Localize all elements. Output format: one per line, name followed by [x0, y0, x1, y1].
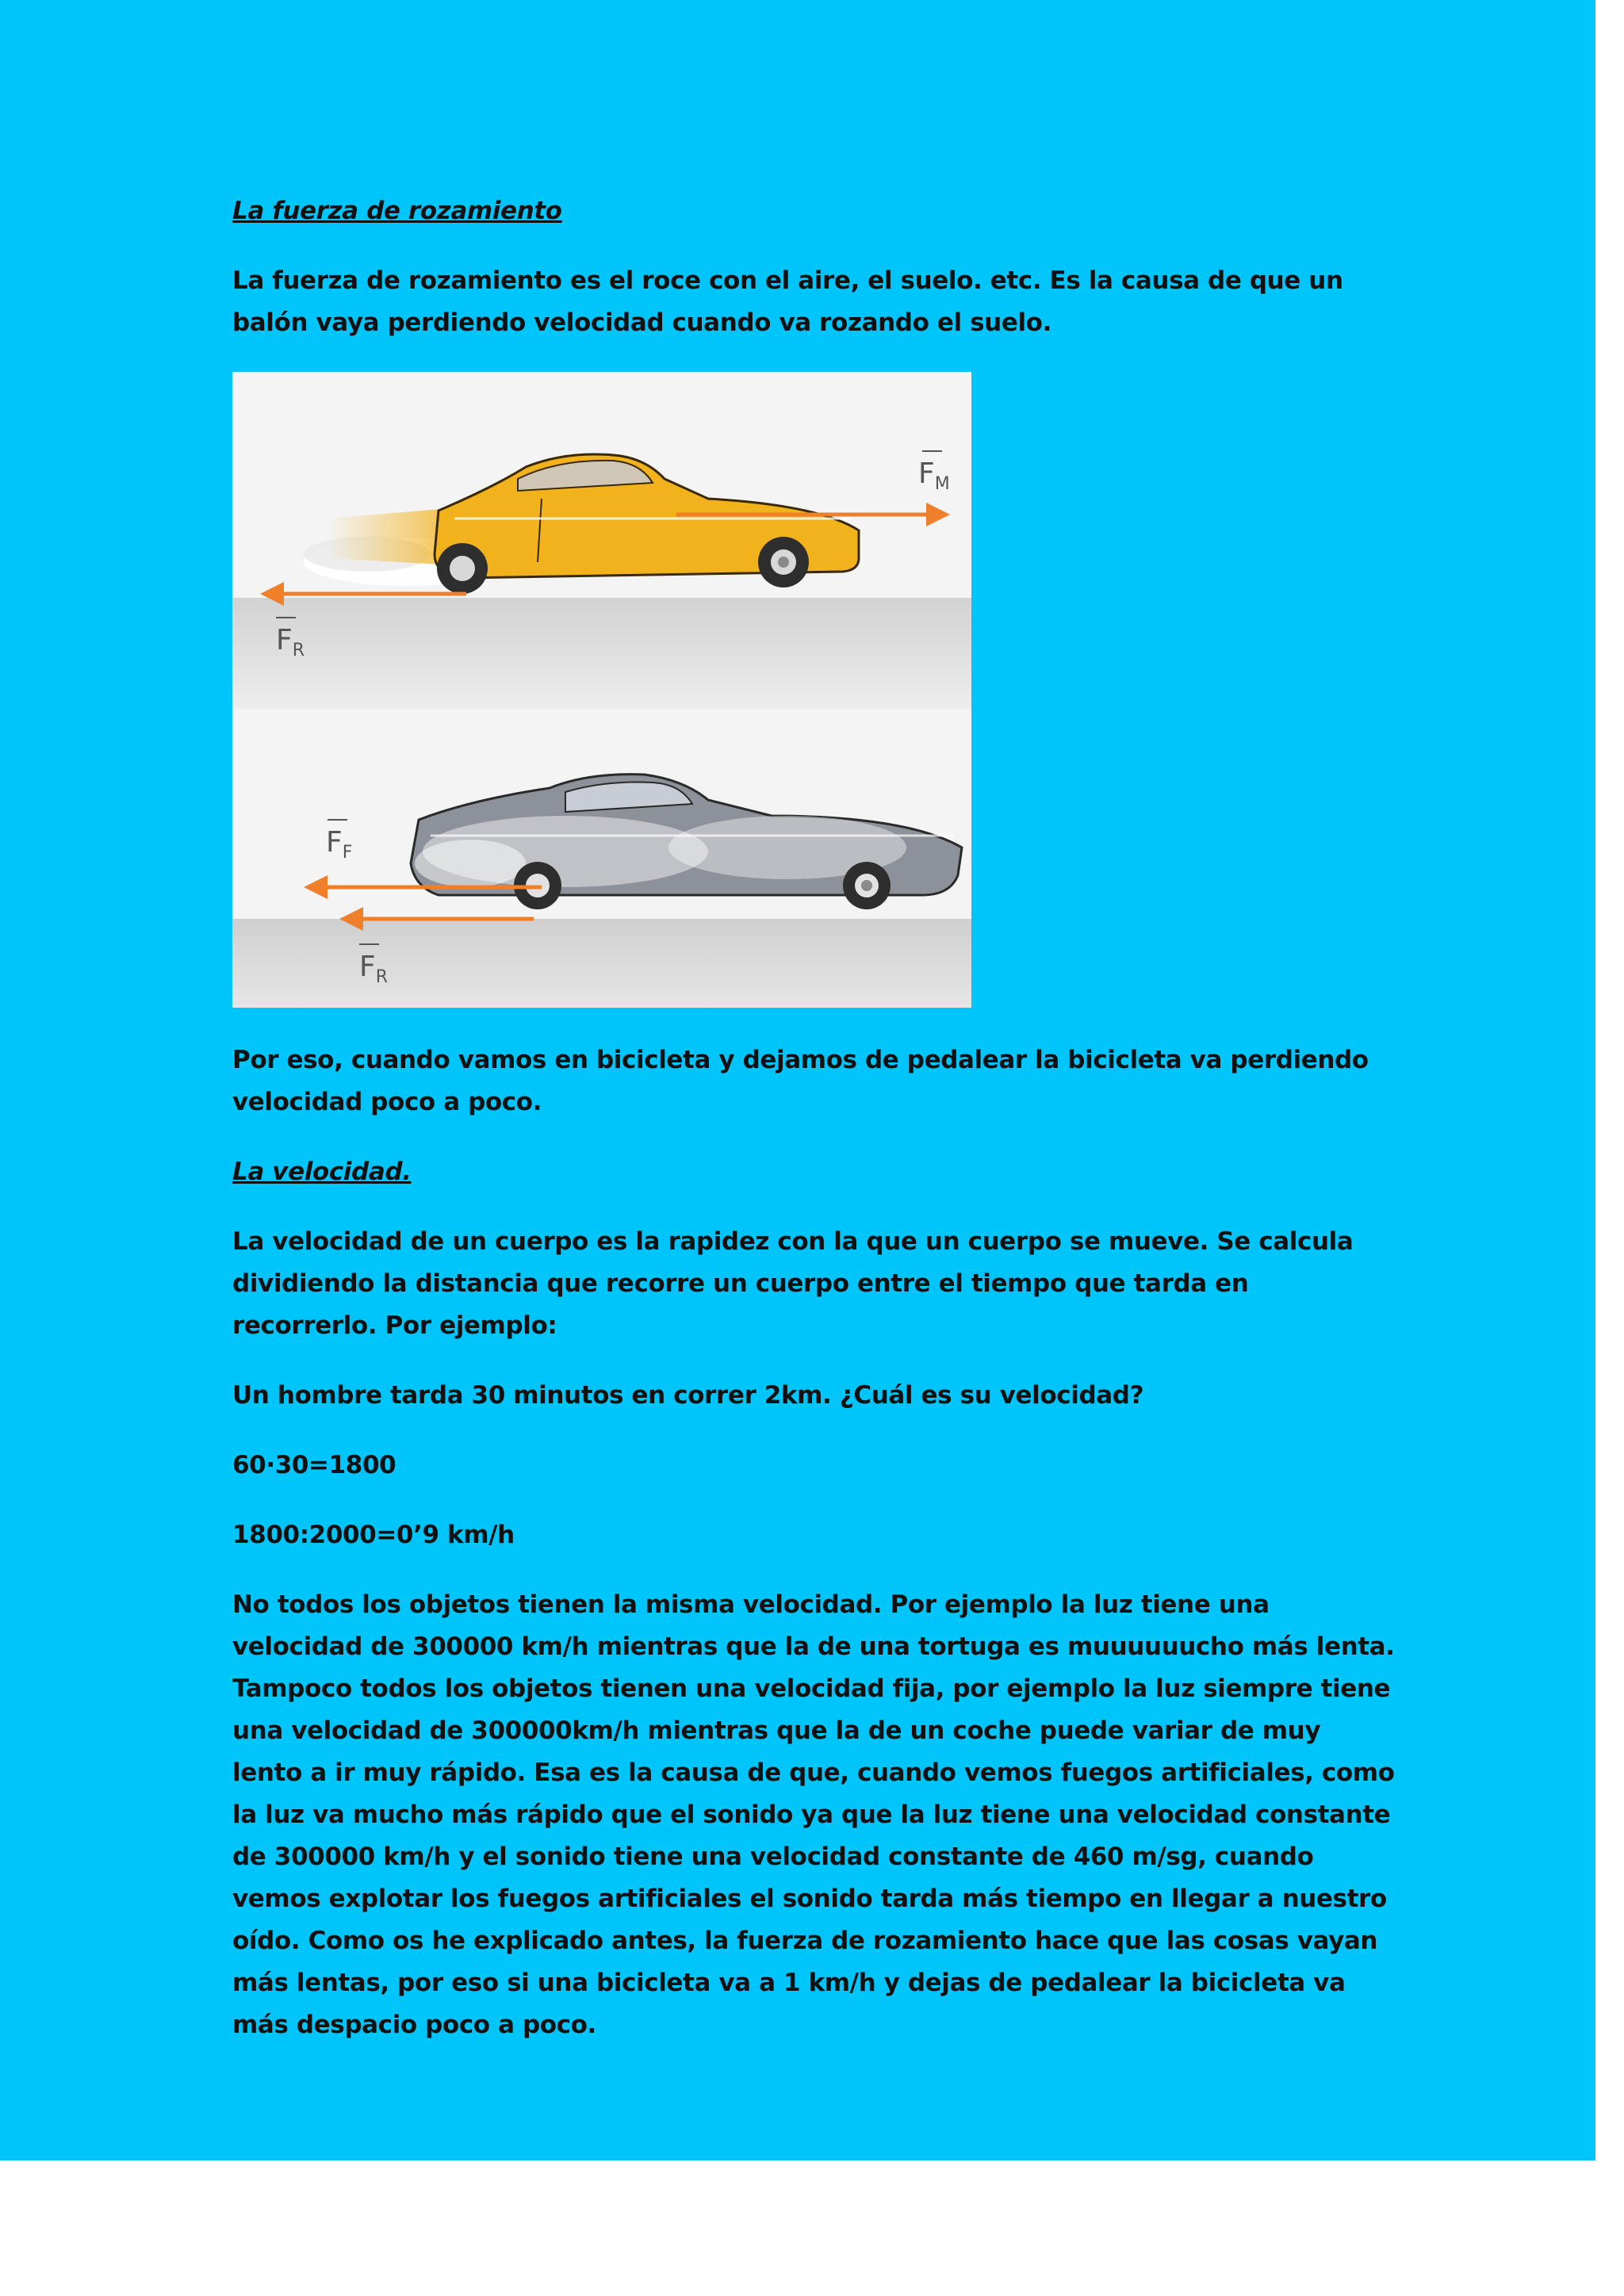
ff-label: $F_F$ — [326, 826, 353, 863]
paragraph-velocity-examples: No todos los objetos tienen la misma velocidad. Por ejemplo la luz tiene una velocidad de 300000 km/h mientras que la de una tortuga es muuuuuucho más lenta. Tampoco todos los objetos tienen una velocidad fija, por ejemplo la luz siempre tiene una velocidad de 300000km/h mientras que la de un coche puede variar de muy lento a ir muy rápido. Esa es la causa de que, cuando vemos fuegos artificiales, como la luz va mucho más rápido que el sonido ya que la luz tiene una velocidad constante de 300000 km/h y el sonido tiene una velocidad constante de 460 m/sg, cuando vemos explotar los fuegos artificiales el sonido tarda más tiempo en llegar a nuestro oído. Como os he explicado antes, la fuerza de rozamiento hace que las cosas vayan más lentas, por eso si una bicicleta va a 1 km/h y dejas de pedalear la bicicleta va más despacio poco a poco. — [232, 1590, 1395, 2039]
paragraph-velocity-definition: La velocidad de un cuerpo es la rapidez con la que un cuerpo se mueve. Se calcula dividiendo la distancia que recorre un cuerpo entre el tiempo que tarda en recorrerlo. Por ejemplo: — [232, 1227, 1354, 1340]
paragraph-bicycle: Por eso, cuando vamos en bicicleta y dejamos de pedalear la bicicleta va perdiendo velocidad poco a poco. — [232, 1046, 1369, 1116]
calculation-1: 60·30=1800 — [232, 1451, 396, 1479]
fr-bottom-label: $F_R$ — [359, 951, 389, 987]
top-floor — [232, 598, 971, 709]
document-content — [232, 190, 1398, 2074]
example-question: Un hombre tarda 30 minutos en correr 2km. ¿Cuál es su velocidad? — [232, 1381, 1144, 1410]
friction-cars-illustration — [232, 372, 971, 1008]
bottom-floor — [232, 919, 971, 1008]
calculation-2: 1800:2000=0’9 km/h — [232, 1521, 515, 1549]
heading-velocity: La velocidad. — [232, 1158, 412, 1186]
heading-friction: La fuerza de rozamiento — [232, 197, 562, 225]
fm-label: $F_M$ — [918, 457, 950, 494]
fr-top-label: $F_R$ — [276, 624, 305, 660]
paragraph-friction-definition: La fuerza de rozamiento es el roce con el aire, el suelo. etc. Es la causa de que un balón vaya perdiendo velocidad cuando va rozando el suelo. — [232, 266, 1343, 337]
